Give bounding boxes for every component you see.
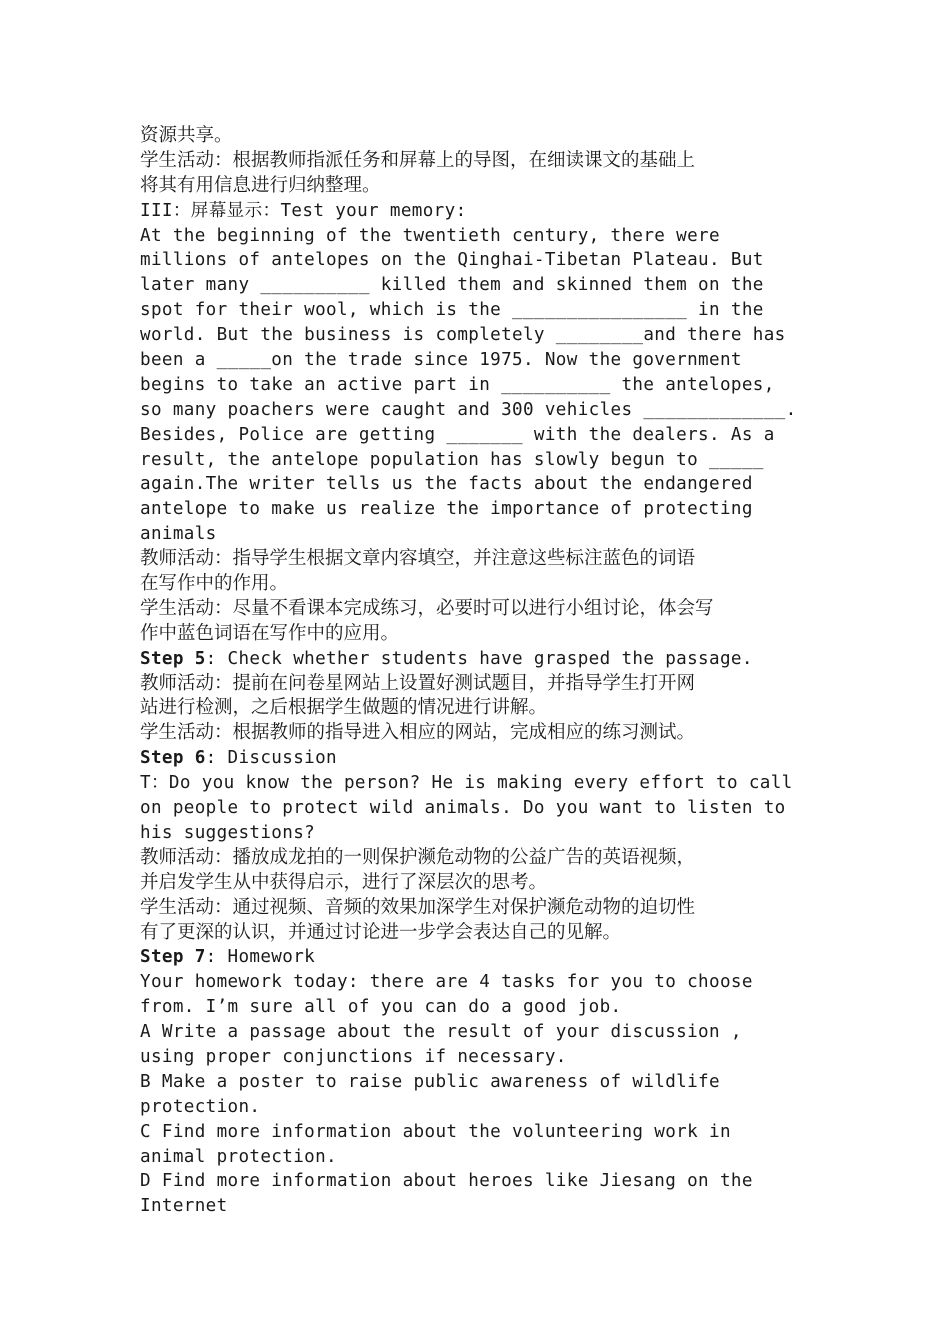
step-title: : Check whether students have grasped the passage. (205, 648, 753, 669)
text-line: Besides, Police are getting _______ with the dealers. As a (140, 424, 775, 445)
text-line: animals (140, 524, 217, 545)
text-line: 在写作中的作用。 (140, 573, 289, 595)
text-line: his suggestions? (140, 822, 316, 843)
text-line: using proper conjunctions if necessary. (140, 1046, 567, 1067)
text-line: result, the antelope population has slowly begun to _____ (140, 449, 764, 470)
text-line: animal protection. (140, 1146, 337, 1167)
step-heading (140, 945, 815, 970)
text-line: so many poachers were caught and 300 vehicles _____________. (140, 399, 797, 420)
text-line: been a _____on the trade since 1975. Now the government (140, 350, 742, 371)
text-line: world. But the business is completely ________and there has (140, 325, 786, 346)
text-line: spot for their wool, which is the ________________ in the (140, 300, 764, 321)
text-line: 作中蓝色词语在写作中的应用。 (140, 622, 400, 644)
text-line: later many __________ killed them and skinned them on the (140, 275, 764, 296)
text-line: A Write a passage about the result of your discussion , (140, 1022, 742, 1043)
text-line: 学生活动：通过视频、音频的效果加深学生对保护濒危动物的迫切性 (140, 896, 696, 918)
text-line: D Find more information about heroes like Jiesang on the (140, 1171, 753, 1192)
step-heading (140, 647, 815, 672)
text-line: 资源共享。 (140, 125, 233, 146)
text-line: 教师活动：指导学生根据文章内容填空，并注意这些标注蓝色的词语 (140, 548, 696, 570)
step-label: Step 6 (140, 748, 206, 769)
text-line: again.The writer tells us the facts about the endangered (140, 474, 753, 495)
text-line: millions of antelopes on the Qinghai-Tibetan Plateau. But (140, 250, 764, 271)
text-line: T：Do you know the person? He is making every effort to call (140, 773, 793, 794)
text-line: Your homework today: there are 4 tasks for you to choose (140, 972, 753, 993)
text-line: begins to take an active part in __________ the antelopes, (140, 374, 775, 395)
text-line: 学生活动：根据教师的指导进入相应的网站，完成相应的练习测试。 (140, 722, 696, 744)
document-page (140, 124, 815, 1219)
text-line: on people to protect wild animals. Do you want to listen to (140, 798, 786, 819)
text-line: 并启发学生从中获得启示，进行了深层次的思考。 (140, 871, 548, 893)
text-line: protection. (140, 1096, 261, 1117)
text-line: antelope to make us realize the importance of protecting (140, 499, 753, 520)
text-line: Internet (140, 1196, 228, 1217)
step-heading (140, 746, 815, 771)
text-line: 站进行检测，之后根据学生做题的情况进行讲解。 (140, 697, 548, 719)
text-line: 学生活动：根据教师指派任务和屏幕上的导图，在细读课文的基础上 (140, 149, 696, 171)
text-line: 学生活动：尽量不看课本完成练习，必要时可以进行小组讨论，体会写 (140, 597, 714, 619)
step-title: : Discussion (205, 748, 337, 769)
text-line: C Find more information about the volunteering work in (140, 1121, 731, 1142)
text-line: 教师活动：提前在问卷星网站上设置好测试题目，并指导学生打开网 (140, 672, 696, 694)
step-title: : Homework (205, 947, 316, 968)
text-line: 将其有用信息进行归纳整理。 (140, 174, 381, 196)
text-line: 教师活动：播放成龙拍的一则保护濒危动物的公益广告的英语视频， (140, 846, 696, 868)
text-line: B Make a poster to raise public awareness of wildlife (140, 1071, 720, 1092)
text-line: 有了更深的认识，并通过讨论进一步学会表达自己的见解。 (140, 921, 622, 943)
text-line: III：屏幕显示：Test your memory: (140, 200, 467, 221)
step-label: Step 7 (140, 947, 206, 968)
text-line: At the beginning of the twentieth century, there were (140, 225, 720, 246)
step-label: Step 5 (140, 648, 206, 669)
text-line: from. I’m sure all of you can do a good job. (140, 997, 622, 1018)
